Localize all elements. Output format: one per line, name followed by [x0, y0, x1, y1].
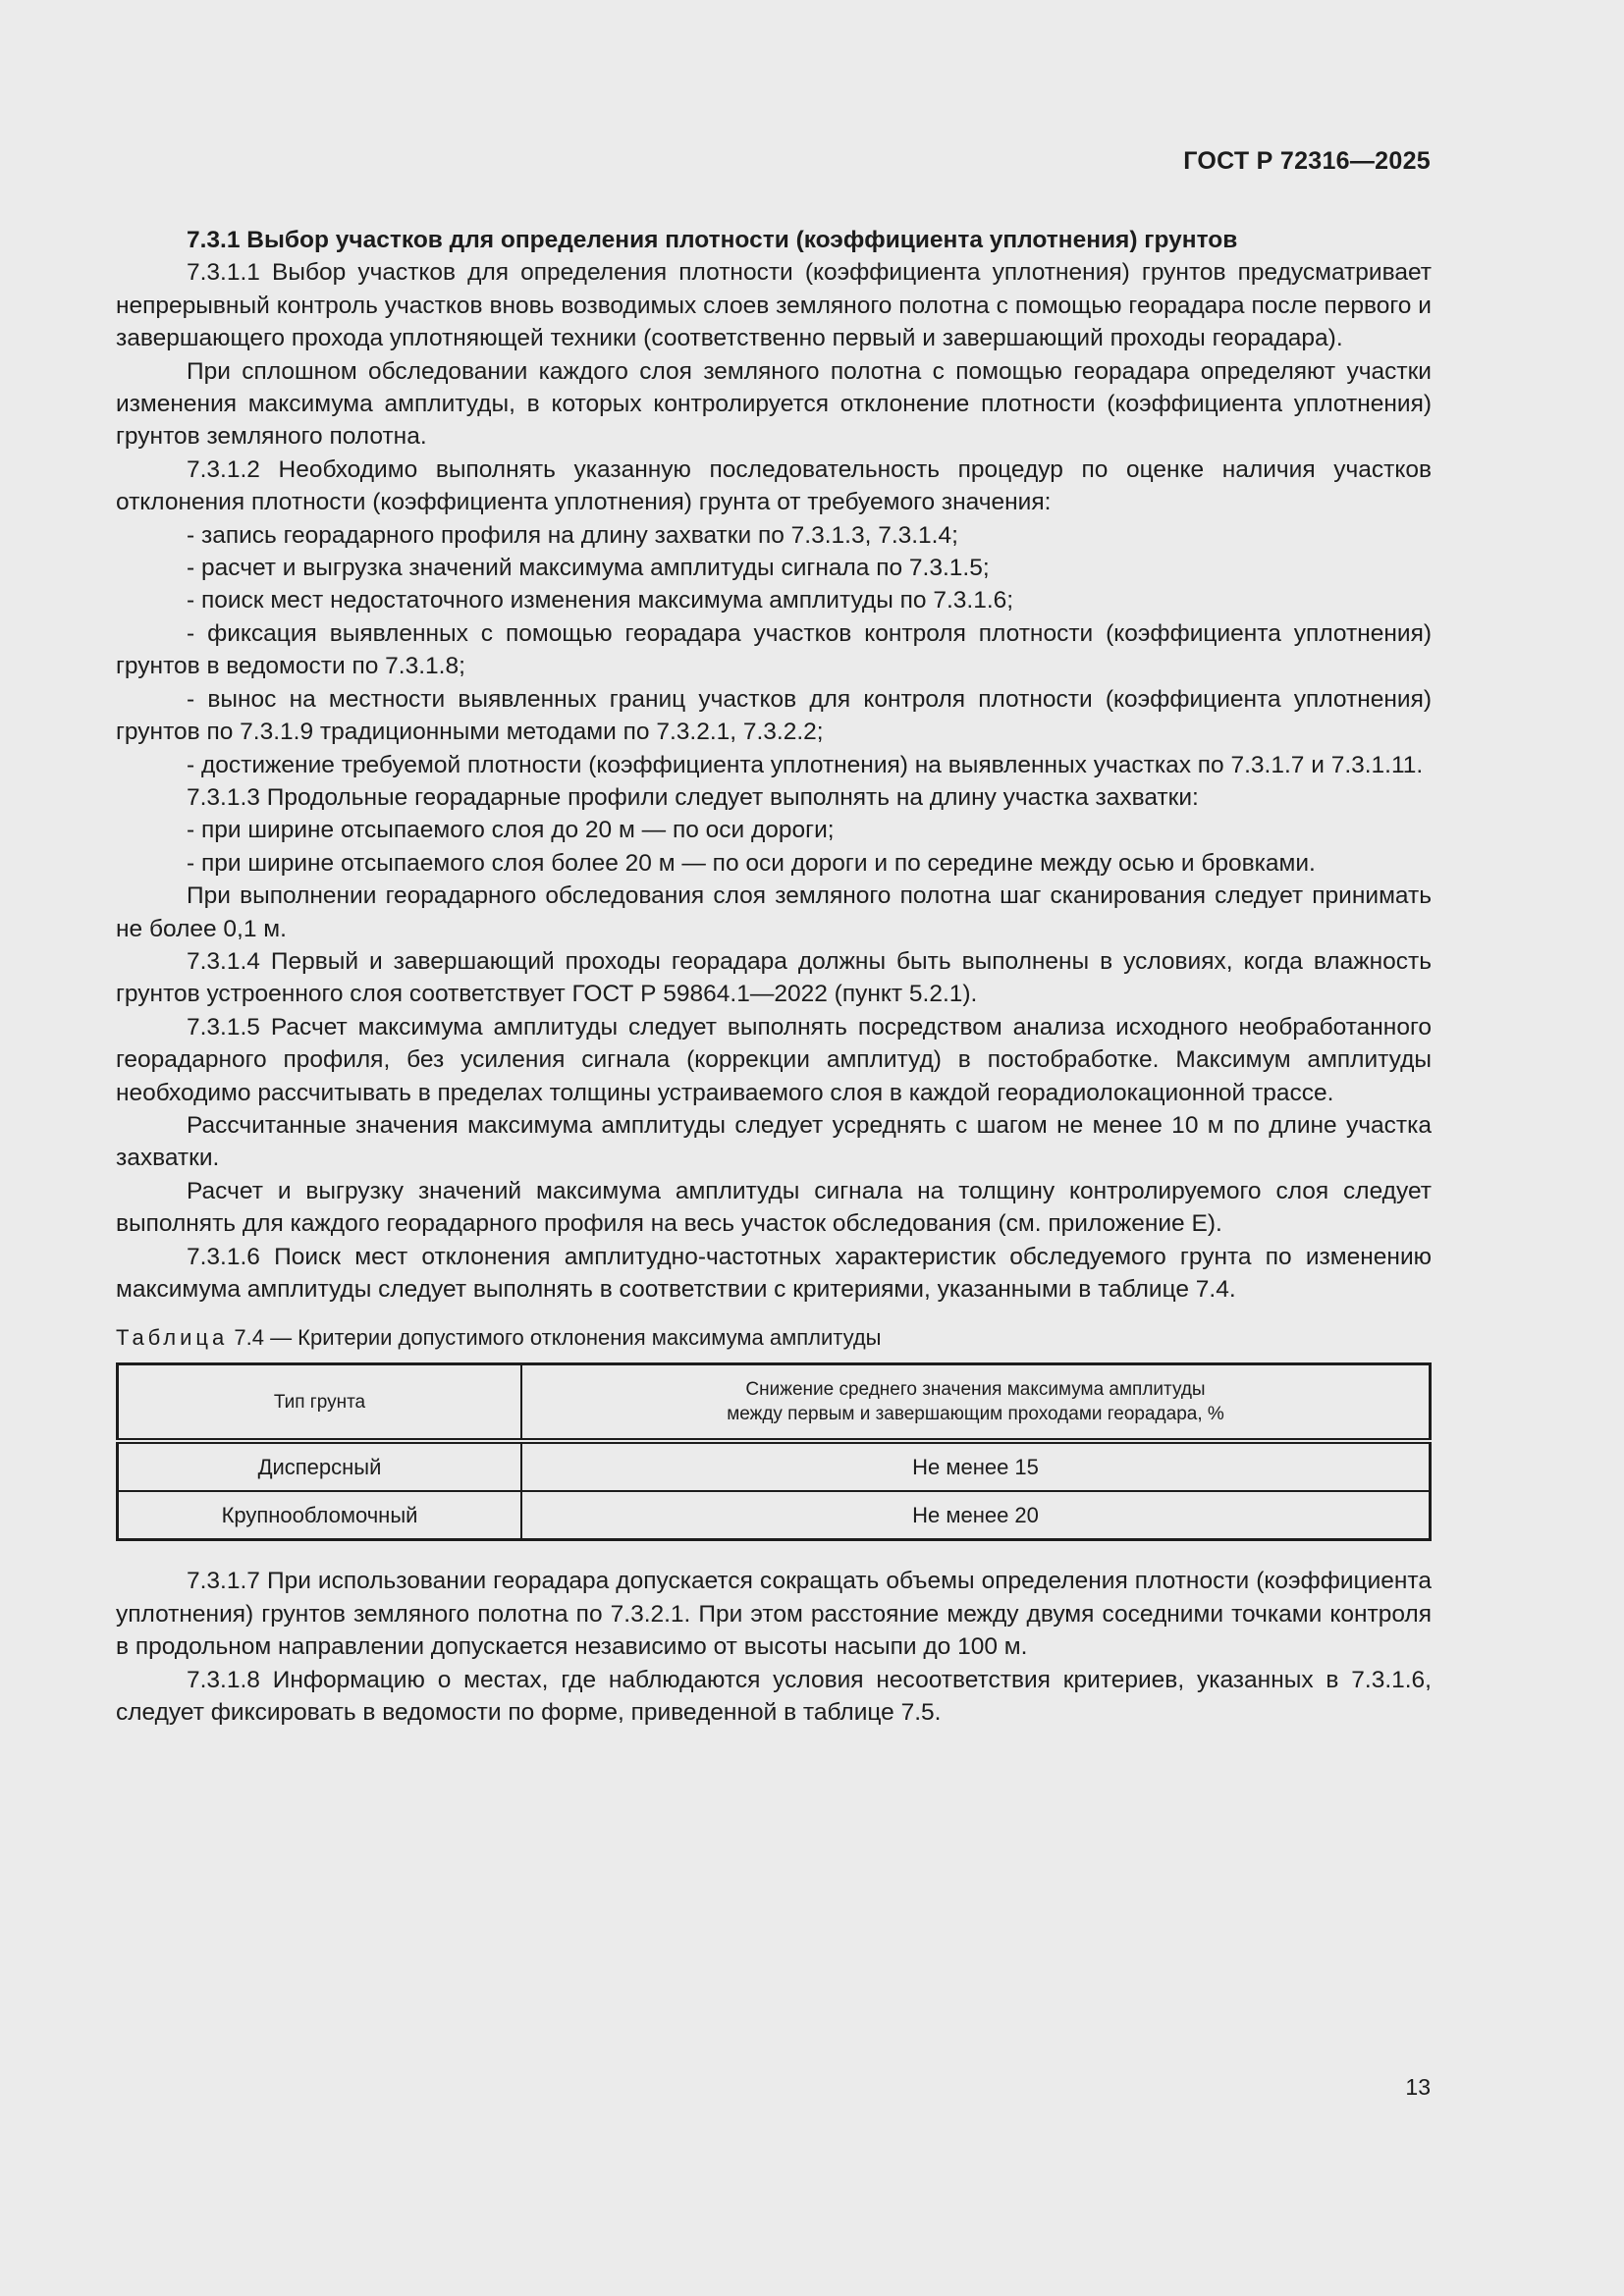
paragraph: 7.3.1.4 Первый и завершающий проходы георадара должны быть выполнены в условиях, когда влажность грунтов устроенного слоя соответствует ГОСТ Р 59864.1—2022 (пункт 5.2.1).: [116, 947, 1432, 1008]
paragraph: 7.3.1.5 Расчет максимума амплитуды следует выполнять посредством анализа исходного необработанного георадарного профиля, без усиления сигнала (коррекции амплитуд) в постобработке. Максимум амплитуды необходимо рассчитывать в пределах толщины устраиваемого слоя в каждой георадиолокационной трассе.: [116, 1013, 1432, 1106]
page-number: 13: [1405, 2074, 1431, 2100]
paragraph: - вынос на местности выявленных границ участков для контроля плотности (коэффициента уплотнения) грунтов по 7.3.1.9 традиционными методами по 7.3.2.1, 7.3.2.2;: [116, 685, 1432, 746]
criteria-table: [116, 1362, 1432, 1541]
section-heading: 7.3.1 Выбор участков для определения плотности (коэффициента уплотнения) грунтов: [187, 227, 1238, 253]
text-section-b: [116, 1565, 1432, 1729]
col-header-reduction: [521, 1364, 1431, 1442]
paragraph: - поиск мест недостаточного изменения максимума амплитуды по 7.3.1.6;: [187, 587, 1014, 614]
paragraph: 7.3.1.8 Информацию о местах, где наблюдаются условия несоответствия критериев, указанных в 7.3.1.6, следует фиксировать в ведомости по форме, приведенной в таблице 7.5.: [116, 1666, 1432, 1727]
table-header-row: [118, 1364, 1431, 1442]
text-section-a: [116, 224, 1432, 1306]
paragraph: Рассчитанные значения максимума амплитуды следует усреднять с шагом не менее 10 м по длине участка захватки.: [116, 1111, 1432, 1172]
document-code: ГОСТ Р 72316—2025: [1183, 147, 1431, 175]
paragraph: При выполнении георадарного обследования слоя земляного полотна шаг сканирования следует принимать не более 0,1 м.: [116, 882, 1432, 942]
paragraph: - при ширине отсыпаемого слоя более 20 м — по оси дороги и по середине между осью и бровками.: [187, 849, 1316, 877]
cell-soil-type: Крупнообломочный: [118, 1491, 522, 1540]
paragraph: 7.3.1.6 Поиск мест отклонения амплитудно-частотных характеристик обследуемого грунта по изменению максимума амплитуды следует выполнять в соответствии с критериями, указанными в таблице 7.4.: [116, 1243, 1432, 1303]
col-header-soil-type: Тип грунта: [118, 1364, 522, 1442]
col-header-reduction-line1: Снижение среднего значения максимума амплитуды: [745, 1379, 1206, 1401]
paragraph: 7.3.1.2 Необходимо выполнять указанную последовательность процедур по оценке наличия участков отклонения плотности (коэффициента уплотнения) грунта от требуемого значения:: [116, 455, 1432, 516]
paragraph: - расчет и выгрузка значений максимума амплитуды сигнала по 7.3.1.5;: [187, 555, 990, 582]
table-caption-label: Таблица: [116, 1325, 229, 1351]
paragraph: - достижение требуемой плотности (коэффициента уплотнения) на выявленных участках по 7.3.1.7 и 7.3.1.11.: [187, 751, 1424, 778]
table-caption: [116, 1323, 1432, 1353]
col-header-reduction-line2: между первым и завершающим проходами георадара, %: [727, 1404, 1224, 1425]
document-body: [116, 224, 1432, 1729]
table-row: [118, 1491, 1431, 1540]
cell-soil-type: Дисперсный: [118, 1441, 522, 1491]
paragraph: - при ширине отсыпаемого слоя до 20 м — по оси дороги;: [187, 817, 835, 844]
paragraph: 7.3.1.1 Выбор участков для определения плотности (коэффициента уплотнения) грунтов предусматривает непрерывный контроль участков вновь возводимых слоев земляного полотна с помощью георадара после первого и завершающего прохода уплотняющей техники (соответственно первый и завершающий проходы георадара).: [116, 259, 1432, 352]
cell-reduction-value: Не менее 15: [521, 1441, 1431, 1491]
paragraph: - фиксация выявленных с помощью георадара участков контроля плотности (коэффициента уплотнения) грунтов в ведомости по 7.3.1.8;: [116, 619, 1432, 680]
paragraph: 7.3.1.3 Продольные георадарные профили следует выполнять на длину участка захватки:: [187, 783, 1199, 811]
paragraph: Расчет и выгрузку значений максимума амплитуды сигнала на толщину контролируемого слоя следует выполнять для каждого георадарного профиля на весь участок обследования (см. приложение Е).: [116, 1177, 1432, 1238]
cell-reduction-value: Не менее 20: [521, 1491, 1431, 1540]
paragraph: 7.3.1.7 При использовании георадара допускается сокращать объемы определения плотности (коэффициента уплотнения) грунтов земляного полотна по 7.3.2.1. При этом расстояние между двумя соседними точками контроля в продольном направлении допускается независимо от высоты насыпи до 100 м.: [116, 1568, 1432, 1661]
table-caption-text: 7.4 — Критерии допустимого отклонения максимума амплитуды: [228, 1325, 882, 1351]
paragraph: - запись георадарного профиля на длину захватки по 7.3.1.3, 7.3.1.4;: [187, 521, 958, 549]
paragraph: При сплошном обследовании каждого слоя земляного полотна с помощью георадара определяют участки изменения максимума амплитуды, в которых контролируется отклонение плотности (коэффициента уплотнения) грунтов земляного полотна.: [116, 357, 1432, 451]
table-row: [118, 1441, 1431, 1491]
